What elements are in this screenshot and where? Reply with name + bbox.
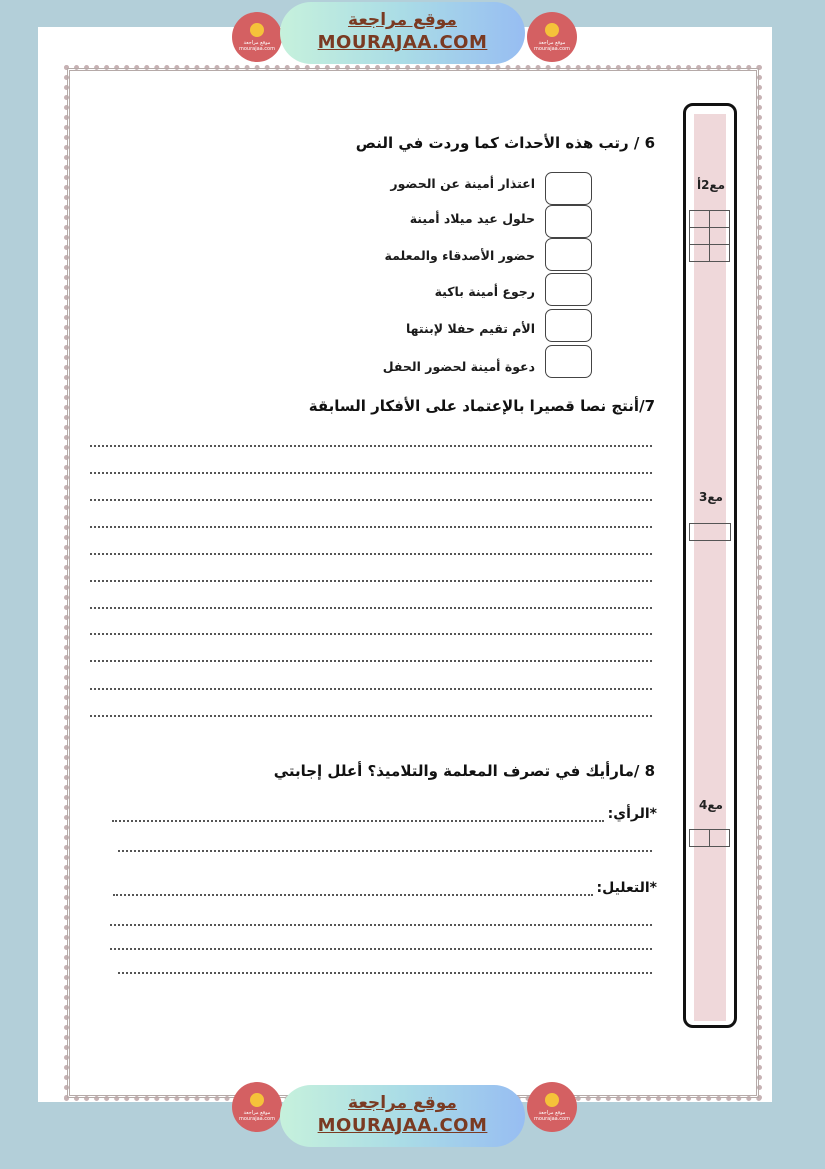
event-item-1: اعتذار أمينة عن الحضور: [390, 176, 535, 191]
question-8-title: 8 /مارأيك في تصرف المعلمة والتلاميذ؟ أعلل إجابتي: [273, 762, 655, 780]
event-item-4: رجوع أمينة باكية: [434, 284, 535, 299]
reason-answer-line-3[interactable]: [110, 948, 652, 950]
site-logo-right-bottom: [527, 1082, 577, 1132]
logo-badge-icon: [545, 1093, 559, 1107]
logo-caption-ar: موقع مراجعة: [243, 1110, 271, 1116]
logo-badge-icon: [545, 23, 559, 37]
logo-caption-ar: موقع مراجعة: [538, 40, 566, 46]
criterion-label-2: مع3: [699, 490, 723, 504]
site-logo-left-top: [232, 12, 282, 62]
grade-cell[interactable]: [690, 211, 710, 228]
opinion-answer-line-1[interactable]: [112, 820, 604, 822]
order-box-6[interactable]: [545, 345, 592, 378]
opinion-answer-line-2[interactable]: [118, 850, 652, 852]
event-item-6: دعوة أمينة لحضور الحفل: [382, 359, 535, 374]
logo-caption-en: mourajaa.com: [238, 46, 275, 52]
order-box-2[interactable]: [545, 205, 592, 238]
grade-cell[interactable]: [690, 830, 710, 847]
logo-caption-en: mourajaa.com: [238, 1116, 275, 1122]
order-box-3[interactable]: [545, 238, 592, 271]
banner-arabic-text: موقع مراجعة: [348, 10, 457, 30]
event-item-2: حلول عيد ميلاد أمينة: [409, 211, 535, 226]
banner-site-url[interactable]: MOURAJAA.COM: [317, 1115, 488, 1136]
question-6-title: 6 / رتب هذه الأحداث كما وردت في النص: [355, 134, 655, 152]
answer-line-q7-1[interactable]: [90, 445, 652, 447]
order-box-5[interactable]: [545, 309, 592, 342]
logo-badge-icon: [250, 1093, 264, 1107]
banner-arabic-text: موقع مراجعة: [348, 1093, 457, 1113]
grade-cell[interactable]: [710, 245, 730, 262]
answer-line-q7-4[interactable]: [90, 526, 652, 528]
logo-caption-en: mourajaa.com: [533, 46, 570, 52]
banner-site-url[interactable]: MOURAJAA.COM: [317, 32, 488, 53]
watermark-banner-top[interactable]: [280, 2, 525, 64]
watermark-banner-bottom[interactable]: [280, 1085, 525, 1147]
grade-cell[interactable]: [690, 245, 710, 262]
criterion-label-3: مع4: [699, 798, 723, 812]
answer-line-q7-9[interactable]: [90, 660, 652, 662]
grade-cell[interactable]: [710, 228, 730, 245]
reason-label: *التعليل:: [596, 880, 657, 896]
site-logo-right-top: [527, 12, 577, 62]
order-box-1[interactable]: [545, 172, 592, 205]
reason-answer-line-4[interactable]: [118, 972, 652, 974]
opinion-label: *الرأي:: [607, 806, 657, 822]
order-box-4[interactable]: [545, 273, 592, 306]
criterion-label-1: مع2أ: [696, 178, 726, 192]
event-item-5: الأم تقيم حفلا لإبنتها: [405, 321, 535, 336]
logo-badge-icon: [250, 23, 264, 37]
grading-column: [683, 103, 737, 1028]
reason-answer-line-1[interactable]: [113, 894, 593, 896]
grade-cell[interactable]: [690, 228, 710, 245]
question-7-title: 7/أنتج نصا قصيرا بالإعتماد على الأفكار السابقة: [308, 397, 655, 415]
answer-line-q7-2[interactable]: [90, 472, 652, 474]
site-logo-left-bottom: [232, 1082, 282, 1132]
criterion-grid-2: [689, 523, 731, 541]
answer-line-q7-7[interactable]: [90, 607, 652, 609]
logo-caption-en: mourajaa.com: [533, 1116, 570, 1122]
answer-line-q7-3[interactable]: [90, 499, 652, 501]
answer-line-q7-11[interactable]: [90, 715, 652, 717]
grade-cell[interactable]: [710, 211, 730, 228]
criterion-grid-3: [689, 829, 730, 847]
answer-line-q7-6[interactable]: [90, 580, 652, 582]
reason-answer-line-2[interactable]: [110, 924, 652, 926]
grade-cell[interactable]: [690, 524, 731, 541]
logo-caption-ar: موقع مراجعة: [243, 40, 271, 46]
answer-line-q7-5[interactable]: [90, 553, 652, 555]
answer-line-q7-10[interactable]: [90, 688, 652, 690]
logo-caption-ar: موقع مراجعة: [538, 1110, 566, 1116]
event-item-3: حضور الأصدقاء والمعلمة: [384, 248, 535, 263]
criterion-grid-1: [689, 210, 730, 262]
grade-cell[interactable]: [710, 830, 730, 847]
answer-line-q7-8[interactable]: [90, 633, 652, 635]
